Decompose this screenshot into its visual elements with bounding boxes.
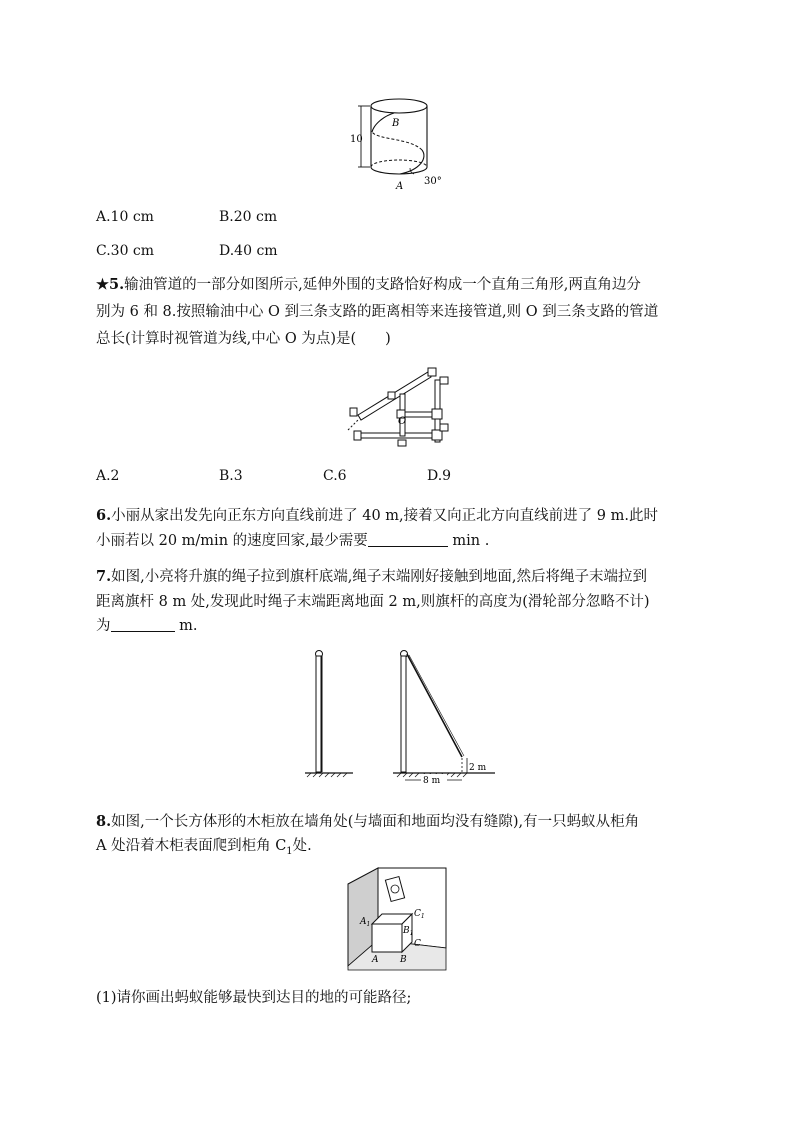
q6-answer-blank[interactable] [368,532,448,547]
q5-line3: 总长(计算时视管道为线,中心 O 为点)是( ) [96,331,391,347]
q7-text1: 如图,小亮将升旗的绳子拉到旗杆底端,绳子末端刚好接触到地面,然后将绳子末端拉到 [111,569,647,585]
angle-label: 30° [424,176,442,187]
dist-8m-label: 8 m [423,776,441,786]
point-a-label: A [396,181,404,192]
q5-option-c[interactable]: C.6 [323,468,347,484]
q7-text3-end: m. [174,618,198,634]
right-pole [401,656,406,772]
q7-line1 [96,565,647,586]
label-b1: $B_1$ [403,926,414,937]
q8-text2: A 处沿着木柜表面爬到柜角 C [96,838,287,854]
point-b-label: B [392,118,400,129]
q6-text2-end: min . [447,533,490,549]
q5-number: ★5. [96,276,125,293]
q6-text2: 小丽若以 20 m/min 的速度回家,最少需要 [96,533,368,549]
q7-answer-blank[interactable] [111,617,175,632]
helix-path-top [372,113,394,132]
q7-line3 [96,614,197,635]
q4-option-d[interactable]: D.40 cm [219,243,278,259]
q6-line2 [96,529,489,550]
q8-line1 [96,810,639,831]
q4-option-b[interactable]: B.20 cm [219,209,278,225]
label-c1: $C_1$ [414,909,425,920]
q8-line2 [96,834,312,857]
flagpole-figure [305,646,505,786]
q5-line2: 别为 6 和 8.按照输油中心 O 到三条支路的距离相等来连接管道,则 O 到三条支路的管道 [96,304,659,320]
label-c: C [414,939,421,949]
q8-text1: 如图,一个长方体形的木柜放在墙角处(与墙面和地面均没有缝隙),有一只蚂蚁从柜角 [111,814,640,830]
q5-option-d[interactable]: D.9 [427,468,452,484]
q4-option-c[interactable]: C.30 cm [96,243,155,259]
q6-line1 [96,504,658,525]
height-label: 10 [350,134,363,145]
q5-line1 [96,273,641,294]
q5-option-a[interactable]: A.2 [96,468,120,484]
q8-text2-end: 处. [292,838,312,854]
cabinet-figure [348,866,448,970]
cylinder-figure [350,94,450,194]
cabinet-front [372,924,402,952]
center-o-label: O [398,416,407,427]
q6-number: 6. [96,507,112,524]
q7-number: 7. [96,568,112,585]
q8-text2-sub: 1 [286,845,293,857]
label-a1: $A_1$ [360,917,371,928]
cylinder-bottom-front [371,167,427,174]
q5-text1: 输油管道的一部分如图所示,延伸外围的支路恰好构成一个直角三角形,两直角边分 [124,277,641,293]
q4-option-a[interactable]: A.10 cm [96,209,154,225]
q8-subquestion-1: (1)请你画出蚂蚁能够最快到达目的地的可能路径; [96,990,412,1006]
q8-number: 8. [96,813,112,830]
rope [407,654,462,757]
q5-option-b[interactable]: B.3 [219,468,243,484]
cylinder-top [371,99,427,113]
pipeline-figure [336,360,456,450]
height-2m-label: 2 m [469,763,487,773]
label-a: A [372,955,379,965]
q7-text3: 为 [96,618,111,634]
left-pole [316,656,321,772]
q7-line2: 距离旗杆 8 m 处,发现此时绳子末端距离地面 2 m,则旗杆的高度为(滑轮部分忽略不计) [96,594,650,610]
helix-path-back [372,132,422,150]
label-b: B [400,955,407,965]
q6-text1: 小丽从家出发先向正东方向直线前进了 40 m,接着又向正北方向直线前进了 9 m.此时 [111,508,658,524]
